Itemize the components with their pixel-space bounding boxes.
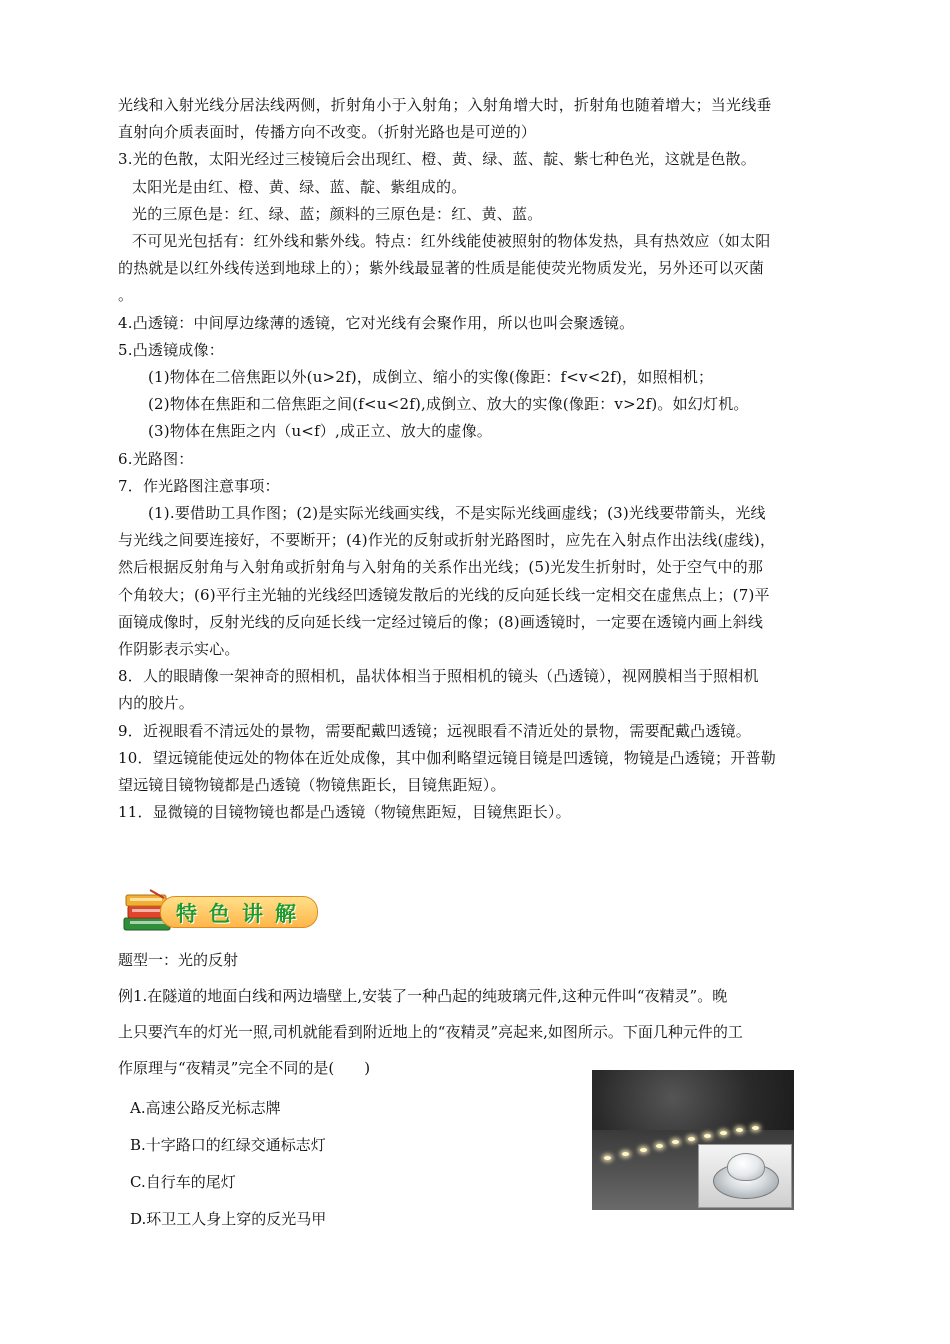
reflector-light: [640, 1148, 647, 1152]
body-line: 4.凸透镜：中间厚边缘薄的透镜，它对光线有会聚作用，所以也叫会聚透镜。: [118, 313, 635, 332]
reflector-light: [688, 1137, 695, 1141]
body-line: 9．近视眼看不清远处的景物，需要配戴凹透镜；远视眼看不清近处的景物，需要配戴凸透镜。: [118, 721, 751, 740]
body-line: 作阴影表示实心。: [118, 640, 240, 659]
body-line: (3)物体在焦距之内（u<f）,成正立、放大的虚像。: [148, 422, 492, 441]
body-line: 太阳光是由红、橙、黄、绿、蓝、靛、紫组成的。: [132, 177, 467, 196]
reflector-light: [720, 1131, 727, 1135]
reflector-light: [736, 1128, 743, 1132]
reflector-light: [704, 1134, 711, 1138]
night-road-reflector-photo: [592, 1070, 794, 1210]
body-line: 光的三原色是：红、绿、蓝；颜料的三原色是：红、黄、蓝。: [132, 204, 543, 223]
option-b: B.十字路口的红绿交通标志灯: [130, 1136, 326, 1154]
body-line: 的热就是以红外线传送到地球上的）；紫外线最显著的性质是能使荧光物质发光，另外还可以灭菌: [118, 259, 765, 278]
body-line: (2)物体在焦距和二倍焦距之间(f<u<2f),成倒立、放大的实像(像距：v>2f)。如幻灯机。: [148, 395, 749, 414]
body-line: (1)物体在二倍焦距以外(u>2f)，成倒立、缩小的实像(像距：f<v<2f)，如照相机；: [148, 368, 714, 387]
question-stem-line: 上只要汽车的灯光一照,司机就能看到附近地上的“夜精灵”亮起来,如图所示。下面几种元件的工: [118, 1023, 743, 1041]
body-line: 11．显微镜的目镜物镜也都是凸透镜（物镜焦距短，目镜焦距长）。: [118, 803, 571, 822]
notes-body: [118, 92, 840, 826]
question-stem-line: 作原理与“夜精灵”完全不同的是( ): [118, 1059, 371, 1077]
body-line: 直射向介质表面时，传播方向不改变。（折射光路也是可逆的）: [118, 123, 537, 142]
body-line: 7．作光路图注意事项：: [118, 476, 280, 495]
question-stem-line: 例1.在隧道的地面白线和两边墙壁上,安装了一种凸起的纯玻璃元件,这种元件叫“夜精灵”。晚: [118, 987, 728, 1005]
answer-options: [118, 1090, 326, 1238]
body-line: 5.凸透镜成像：: [118, 340, 224, 359]
option-d: D.环卫工人身上穿的反光马甲: [130, 1210, 327, 1228]
body-line: 3.光的色散，太阳光经过三棱镜后会出现红、橙、黄、绿、蓝、靛、紫七种色光，这就是色散。: [118, 150, 756, 169]
reflector-light: [752, 1126, 759, 1130]
reflector-light: [604, 1156, 611, 1160]
option-a: A.高速公路反光标志牌: [130, 1099, 281, 1117]
option-c: C.自行车的尾灯: [130, 1173, 236, 1191]
question-type-heading: 题型一：光的反射: [118, 951, 239, 969]
reflector-light: [656, 1144, 663, 1148]
reflector-light: [622, 1152, 629, 1156]
body-line: 个角较大；(6)平行主光轴的光线经凹透镜发散后的光线的反向延长线一定相交在虚焦点上；(7)平: [118, 585, 770, 604]
body-line: 面镜成像时，反射光线的反向延长线一定经过镜后的像；(8)画透镜时，一定要在透镜内画上斜线: [118, 612, 764, 631]
section-banner: [120, 888, 320, 936]
body-line: 与光线之间要连接好，不要断开；(4)作光的反射或折射光路图时，应先在入射点作出法线(虚线)，: [118, 531, 776, 550]
body-line: 。: [118, 286, 134, 305]
body-line: 光线和入射光线分居法线两侧，折射角小于入射角；入射角增大时，折射角也随着增大；当光线垂: [118, 96, 772, 114]
body-line: 不可见光包括有：红外线和紫外线。特点：红外线能使被照射的物体发热，具有热效应（如太阳: [132, 232, 771, 251]
body-line: 内的胶片。: [118, 694, 195, 713]
example-block: [118, 942, 840, 1086]
reflector-closeup: [698, 1144, 792, 1208]
body-line: 望远镜目镜物镜都是凸透镜（物镜焦距长，目镜焦距短）。: [118, 776, 506, 795]
banner-title: 特色讲解: [176, 902, 308, 926]
body-line: 然后根据反射角与入射角或折射角与入射角的关系作出光线；(5)光发生折射时，处于空气中的那: [118, 558, 764, 577]
reflector-dome: [727, 1153, 765, 1181]
body-line: 8．人的眼睛像一架神奇的照相机，晶状体相当于照相机的镜头（凸透镜），视网膜相当于照相机: [118, 667, 759, 686]
body-line: 6.光路图：: [118, 449, 194, 468]
body-line: 10．望远镜能使远处的物体在近处成像，其中伽利略望远镜目镜是凹透镜，物镜是凸透镜；开普勒: [118, 748, 776, 767]
reflector-light: [672, 1140, 679, 1144]
body-line: (1).要借助工具作图；(2)是实际光线画实线，不是实际光线画虚线；(3)光线要带箭头，光线: [148, 504, 766, 523]
